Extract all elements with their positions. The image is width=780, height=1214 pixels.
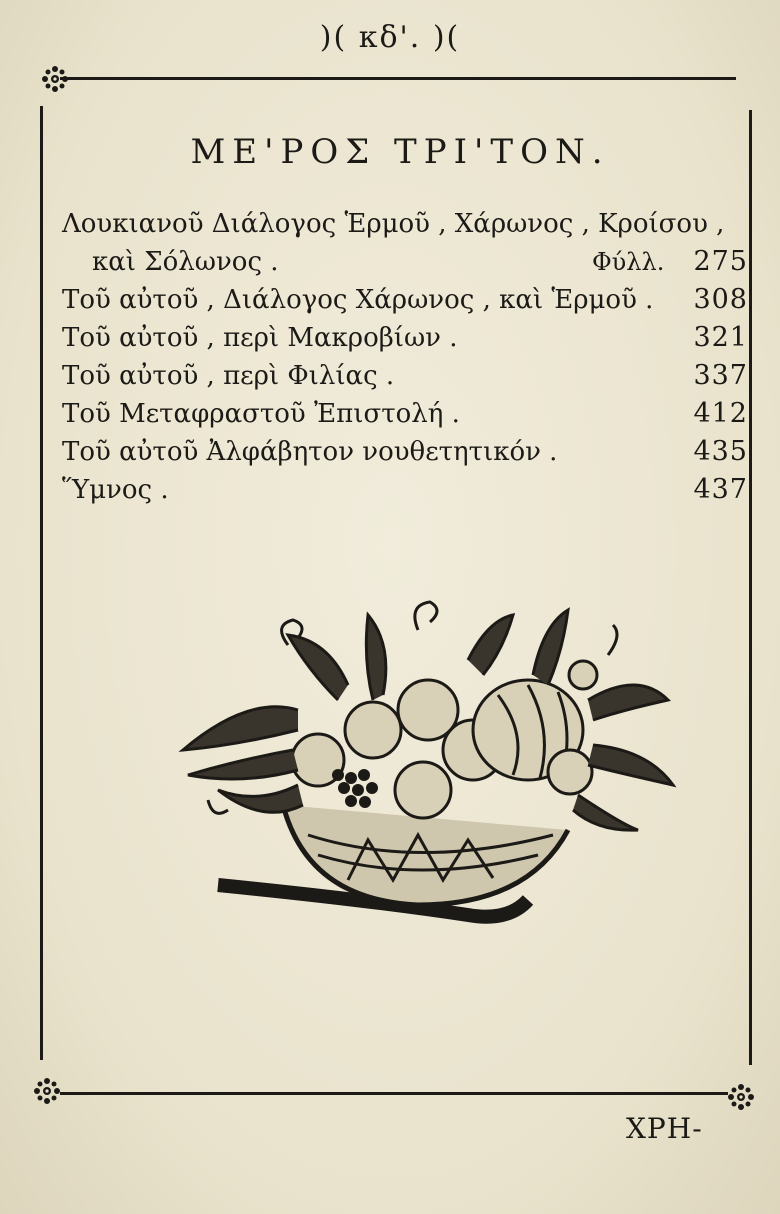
catchword: ΧΡΗ- bbox=[626, 1112, 703, 1145]
signature-mark: )( κδ'. )( bbox=[319, 20, 461, 55]
top-rule bbox=[60, 77, 736, 80]
folio-label: Φύλλ. bbox=[592, 248, 665, 276]
toc-entry bbox=[62, 243, 752, 281]
toc-page-number: 308 bbox=[693, 284, 748, 315]
toc-page-number: 412 bbox=[693, 398, 748, 429]
flower-ornament-icon bbox=[32, 1076, 62, 1106]
toc-entry bbox=[62, 205, 752, 243]
toc-entry bbox=[62, 433, 752, 471]
toc-entry bbox=[62, 471, 752, 509]
toc-entry-title: Τοῦ αὐτοῦ Ἀλφάβητον νουθετητικόν . bbox=[62, 437, 558, 467]
toc-entry bbox=[62, 281, 752, 319]
toc-page-number: 321 bbox=[693, 322, 748, 353]
bottom-rule bbox=[60, 1092, 728, 1095]
toc-entry-title: Λουκιανοῦ Διάλογος Ἑρμοῦ , Χάρωνος , Κροίσου , bbox=[62, 209, 725, 239]
fruit-basket-vignette bbox=[168, 600, 678, 950]
toc-page-number: 275 bbox=[693, 246, 748, 277]
toc-entry-title: καὶ Σόλωνος . bbox=[92, 247, 279, 277]
flower-ornament-icon bbox=[40, 64, 70, 94]
toc-entry-title: Τοῦ αὐτοῦ , περὶ Φιλίας . bbox=[62, 361, 395, 391]
toc-entry-title: Ὕμνος . bbox=[62, 475, 169, 505]
toc-entry bbox=[62, 395, 752, 433]
left-rule bbox=[40, 106, 43, 1060]
toc-page-number: 435 bbox=[693, 436, 748, 467]
toc-entry bbox=[62, 357, 752, 395]
toc-page-number: 337 bbox=[693, 360, 748, 391]
toc-entry-title: Τοῦ αὐτοῦ , περὶ Μακροβίων . bbox=[62, 323, 458, 353]
toc-entry-title: Τοῦ αὐτοῦ , Διάλογος Χάρωνος , καὶ Ἑρμοῦ . bbox=[62, 285, 654, 315]
toc-entry bbox=[62, 319, 752, 357]
section-title: ΜΕ'ΡΟΣ ΤΡΙ'ΤΟΝ. bbox=[190, 132, 610, 172]
toc-entry-title: Τοῦ Μεταφραστοῦ Ἐπιστολή . bbox=[62, 399, 460, 429]
table-of-contents bbox=[62, 205, 752, 509]
flower-ornament-icon bbox=[726, 1082, 756, 1112]
toc-page-number: 437 bbox=[693, 474, 748, 505]
